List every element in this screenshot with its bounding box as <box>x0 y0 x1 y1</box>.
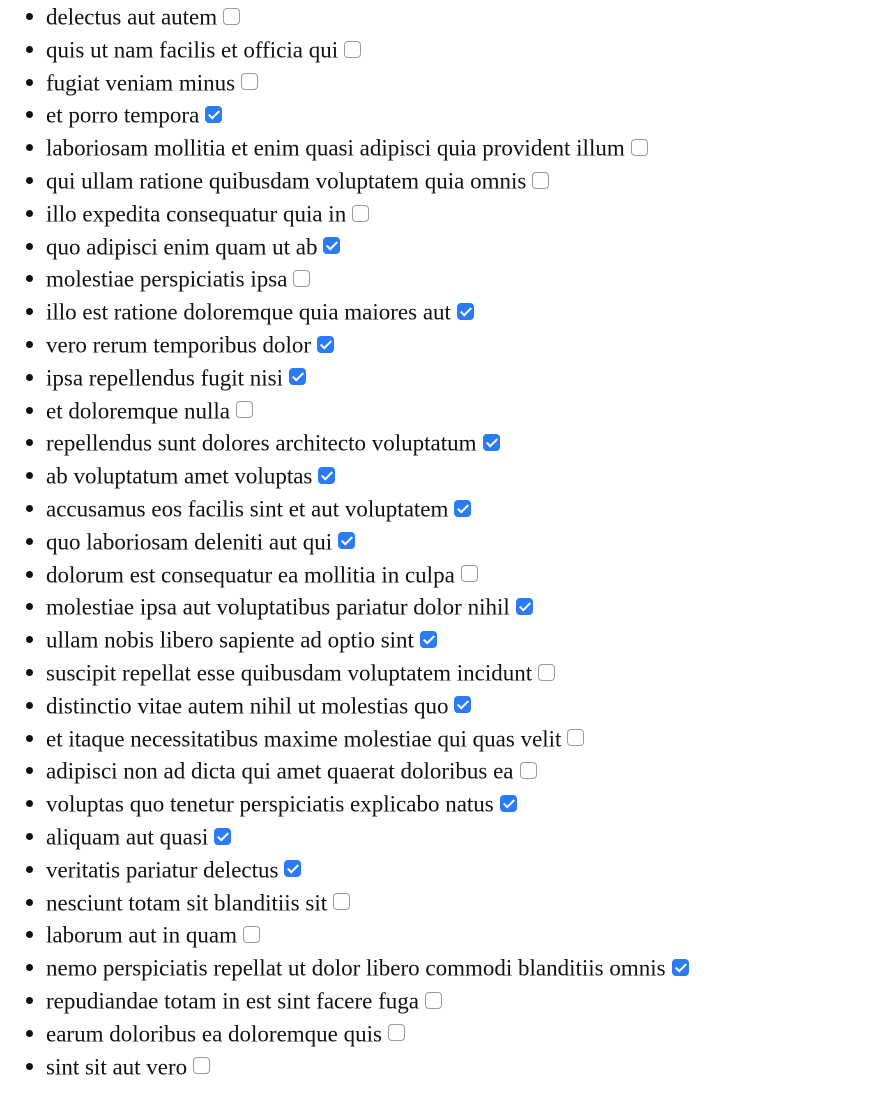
list-item <box>22 558 886 591</box>
todo-checkbox[interactable] <box>538 664 555 681</box>
todo-title: nesciunt totam sit blanditiis sit <box>46 889 328 915</box>
todo-title: laborum aut in quam <box>46 922 237 948</box>
todo-title: molestiae perspiciatis ipsa <box>46 266 288 292</box>
todo-title: sint sit aut vero <box>46 1053 188 1079</box>
list-item <box>22 722 886 755</box>
list-item <box>22 689 886 722</box>
todo-checkbox[interactable] <box>317 336 334 353</box>
list-item <box>22 66 886 99</box>
todo-checkbox[interactable] <box>289 368 306 385</box>
todo-title: qui ullam ratione quibusdam voluptatem quia omnis <box>46 168 527 194</box>
list-item <box>22 230 886 263</box>
todo-checkbox[interactable] <box>338 532 355 549</box>
todo-title: vero rerum temporibus dolor <box>46 332 312 358</box>
todo-checkbox[interactable] <box>454 696 471 713</box>
todo-title: molestiae ipsa aut voluptatibus pariatur dolor nihil <box>46 594 510 620</box>
list-item <box>22 853 886 886</box>
todo-checkbox[interactable] <box>352 205 369 222</box>
todo-checkbox[interactable] <box>205 106 222 123</box>
todo-title: quis ut nam facilis et officia qui <box>46 37 339 63</box>
list-item <box>22 295 886 328</box>
list-item <box>22 361 886 394</box>
todo-checkbox[interactable] <box>500 795 517 812</box>
todo-checkbox[interactable] <box>461 565 478 582</box>
todo-checkbox[interactable] <box>532 172 549 189</box>
todo-checkbox[interactable] <box>241 73 258 90</box>
todo-title: quo laboriosam deleniti aut qui <box>46 529 333 555</box>
todo-checkbox[interactable] <box>457 303 474 320</box>
todo-title: fugiat veniam minus <box>46 69 236 95</box>
todo-title: et doloremque nulla <box>46 397 230 423</box>
todo-checkbox[interactable] <box>284 860 301 877</box>
list-item <box>22 328 886 361</box>
todo-title: suscipit repellat esse quibusdam voluptatem incidunt <box>46 660 533 686</box>
list-item <box>22 459 886 492</box>
todo-checkbox[interactable] <box>520 762 537 779</box>
list-item <box>22 33 886 66</box>
list-item <box>22 918 886 951</box>
todo-checkbox[interactable] <box>333 893 350 910</box>
todo-checkbox[interactable] <box>672 959 689 976</box>
list-item <box>22 984 886 1017</box>
todo-title: quo adipisci enim quam ut ab <box>46 233 318 259</box>
todo-checkbox[interactable] <box>193 1057 210 1074</box>
list-item <box>22 951 886 984</box>
list-item <box>22 656 886 689</box>
todo-checkbox[interactable] <box>214 828 231 845</box>
list-item <box>22 787 886 820</box>
todo-title: illo expedita consequatur quia in <box>46 201 347 227</box>
list-item <box>22 754 886 787</box>
todo-checkbox[interactable] <box>236 401 253 418</box>
list-item <box>22 262 886 295</box>
list-item <box>22 1017 886 1050</box>
list-item <box>22 131 886 164</box>
list-item <box>22 820 886 853</box>
todo-checkbox[interactable] <box>567 729 584 746</box>
todo-title: laboriosam mollitia et enim quasi adipisci quia provident illum <box>46 135 625 161</box>
todo-checkbox[interactable] <box>454 500 471 517</box>
todo-title: illo est ratione doloremque quia maiores aut <box>46 299 451 325</box>
todo-title: repellendus sunt dolores architecto voluptatum <box>46 430 477 456</box>
list-item <box>22 886 886 919</box>
list-item <box>22 623 886 656</box>
todo-title: et porro tempora <box>46 102 200 128</box>
todo-title: nemo perspiciatis repellat ut dolor libero commodi blanditiis omnis <box>46 955 666 981</box>
todo-title: ipsa repellendus fugit nisi <box>46 365 283 391</box>
list-item <box>22 525 886 558</box>
todo-title: et itaque necessitatibus maxime molestiae qui quas velit <box>46 725 562 751</box>
list-item <box>22 197 886 230</box>
todo-title: ullam nobis libero sapiente ad optio sint <box>46 627 414 653</box>
todo-title: accusamus eos facilis sint et aut voluptatem <box>46 496 449 522</box>
todo-checkbox[interactable] <box>420 631 437 648</box>
list-item <box>22 426 886 459</box>
list-item <box>22 590 886 623</box>
todo-title: dolorum est consequatur ea mollitia in culpa <box>46 561 455 587</box>
list-item <box>22 394 886 427</box>
todo-checkbox[interactable] <box>223 8 240 25</box>
todo-title: earum doloribus ea doloremque quis <box>46 1021 382 1047</box>
list-item <box>22 164 886 197</box>
todo-checkbox[interactable] <box>318 467 335 484</box>
todo-checkbox[interactable] <box>425 992 442 1009</box>
todo-checkbox[interactable] <box>293 270 310 287</box>
todo-title: repudiandae totam in est sint facere fuga <box>46 988 419 1014</box>
todo-title: delectus aut autem <box>46 4 218 30</box>
todo-title: distinctio vitae autem nihil ut molestias quo <box>46 693 449 719</box>
todo-title: voluptas quo tenetur perspiciatis explicabo natus <box>46 791 494 817</box>
todo-checkbox[interactable] <box>243 926 260 943</box>
todo-checkbox[interactable] <box>323 237 340 254</box>
list-item <box>22 98 886 131</box>
todo-checkbox[interactable] <box>483 434 500 451</box>
list-item <box>22 1050 886 1083</box>
todo-title: ab voluptatum amet voluptas <box>46 463 313 489</box>
todo-title: aliquam aut quasi <box>46 824 209 850</box>
todo-title: veritatis pariatur delectus <box>46 857 279 883</box>
todo-checkbox[interactable] <box>344 41 361 58</box>
todo-title: adipisci non ad dicta qui amet quaerat doloribus ea <box>46 758 514 784</box>
list-item <box>22 0 886 33</box>
todo-checkbox[interactable] <box>631 139 648 156</box>
todo-checkbox[interactable] <box>388 1024 405 1041</box>
todo-checkbox[interactable] <box>516 598 533 615</box>
list-item <box>22 492 886 525</box>
